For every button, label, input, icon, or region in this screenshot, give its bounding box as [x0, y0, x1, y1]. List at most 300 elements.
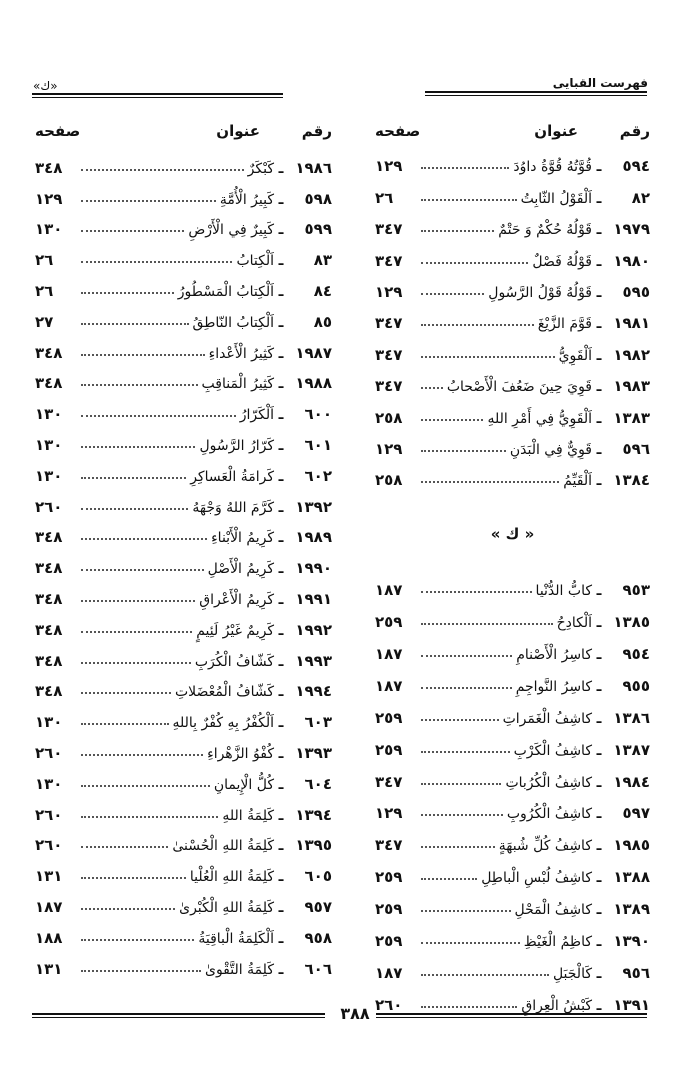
entry-dash: ـ	[596, 159, 602, 176]
entry-number: ١٣٨٦	[613, 708, 650, 727]
entry-dash: ـ	[596, 965, 602, 982]
entry-number: ٩٥٤	[622, 644, 650, 663]
entry-dash: ـ	[278, 530, 284, 547]
dot-leader	[421, 814, 503, 816]
entry-dash: ـ	[596, 806, 602, 823]
entry-page: ٣٤٨	[35, 651, 63, 670]
dot-leader	[421, 687, 512, 689]
index-entry	[375, 918, 650, 950]
entry-number: ٥٩٨	[304, 189, 332, 208]
index-entry	[375, 175, 650, 206]
entry-number: ٥٩٦	[622, 439, 650, 458]
entry-page: ٢٥٩	[375, 900, 403, 919]
entry-dash: ـ	[596, 253, 602, 270]
index-entry	[35, 362, 332, 393]
entry-dash: ـ	[596, 316, 602, 333]
index-entry	[375, 238, 650, 269]
entry-number: ١٩٨٨	[295, 374, 332, 393]
index-entry	[375, 663, 650, 695]
entry-number: ١٣٨٣	[613, 408, 650, 427]
dot-leader	[81, 877, 186, 879]
entry-page: ١٨٧	[375, 581, 403, 600]
footer-rule-left	[32, 1013, 325, 1018]
entry-number: ١٣٩٢	[295, 497, 332, 516]
entry-page: ٣٤٧	[375, 836, 403, 855]
index-entry	[375, 270, 650, 301]
index-entry	[35, 731, 332, 762]
entry-dash: ـ	[596, 284, 602, 301]
entry-number: ١٣٨٥	[613, 613, 650, 632]
dot-leader	[421, 450, 506, 452]
entry-page: ١٣٠	[35, 713, 63, 732]
index-entry	[375, 599, 650, 631]
dot-leader	[81, 970, 201, 972]
entry-number: ٦٠٤	[304, 774, 332, 793]
dot-leader	[81, 261, 232, 263]
entry-title: كاشِفُ الْكُرُوبِ	[506, 806, 592, 823]
entry-page: ١٢٩	[375, 804, 403, 823]
entry-number: ٦٠١	[304, 435, 332, 454]
entry-page: ٣٤٨	[35, 620, 63, 639]
entry-title: كاسِرُ الْأَصْنامِ	[516, 646, 592, 663]
dot-leader	[421, 846, 495, 848]
dot-leader	[81, 846, 168, 848]
entry-page: ٢٦٠	[35, 497, 63, 516]
dot-leader	[421, 293, 484, 295]
entry-title: كَلِمَةُ التَّقْوىٰ	[204, 961, 274, 978]
entry-dash: ـ	[596, 774, 602, 791]
dot-leader	[81, 323, 189, 325]
entry-number: ١٩٨٧	[295, 343, 332, 362]
entry-dash: ـ	[596, 902, 602, 919]
entry-dash: ـ	[596, 870, 602, 887]
entry-title: اَلْقَوِيُّ	[558, 347, 592, 364]
entry-dash: ـ	[596, 222, 602, 239]
dot-leader	[421, 974, 549, 976]
dot-leader	[81, 600, 195, 602]
dot-leader	[421, 783, 501, 785]
entry-dash: ـ	[278, 869, 284, 886]
entry-number: ٨٢	[631, 188, 650, 207]
entry-number: ٦٠٦	[304, 959, 332, 978]
entry-page: ١٣٠	[35, 774, 63, 793]
dot-leader	[81, 538, 207, 540]
entry-dash: ـ	[278, 191, 284, 208]
running-header-title: فهرست القبایی	[552, 76, 648, 90]
entry-title: قَوْلُهُ قَوْلُ الرَّسُولِ	[488, 284, 592, 301]
dot-leader	[421, 481, 559, 483]
index-entry	[35, 824, 332, 855]
index-entry	[35, 146, 332, 177]
dot-leader	[421, 1006, 517, 1008]
entry-page: ٣٤٧	[375, 314, 403, 333]
entry-title: كاشِفُ الْغَمَراتِ	[502, 710, 592, 727]
entry-dash: ـ	[596, 441, 602, 458]
entry-page: ٣٤٨	[35, 682, 63, 701]
dot-leader	[81, 754, 203, 756]
entry-dash: ـ	[278, 745, 284, 762]
entry-dash: ـ	[278, 499, 284, 516]
entry-dash: ـ	[278, 807, 284, 824]
entry-dash: ـ	[278, 776, 284, 793]
entry-title: كَبِيرٌ فِي الْأَرْضِ	[188, 222, 274, 239]
entry-page: ١٢٩	[375, 282, 403, 301]
entry-page: ١٣١	[35, 867, 63, 886]
entry-dash: ـ	[278, 283, 284, 300]
entry-number: ٦٠٥	[304, 867, 332, 886]
index-entry	[375, 427, 650, 458]
dot-leader	[421, 751, 510, 753]
entry-dash: ـ	[278, 838, 284, 855]
index-entry	[35, 392, 332, 423]
entry-page: ٣٤٧	[375, 772, 403, 791]
entry-number: ١٩٨٦	[295, 158, 332, 177]
entry-title: اَلْقَوْلُ الثّابِتُ	[520, 190, 592, 207]
entry-title: اَلْكادِحُ	[556, 615, 592, 632]
entry-page: ١٢٩	[375, 439, 403, 458]
index-entry	[35, 793, 332, 824]
index-entry	[375, 950, 650, 982]
entry-page: ١٨٧	[375, 963, 403, 982]
dot-leader	[421, 356, 555, 358]
entry-title: كَلِمَةُ اللهِ الْحُسْنىٰ	[172, 838, 274, 855]
index-entry	[375, 332, 650, 363]
entry-page: ١٨٧	[35, 897, 63, 916]
entry-number: ١٣٩٤	[295, 805, 332, 824]
entry-title: كاشِفُ لُبْسِ الْباطِلِ	[481, 870, 592, 887]
index-entry	[375, 567, 650, 599]
entry-page: ٣٤٧	[375, 220, 403, 239]
index-entry	[35, 208, 332, 239]
entry-number: ١٩٩٢	[295, 620, 332, 639]
dot-leader	[81, 169, 244, 171]
index-entry	[375, 458, 650, 489]
entry-number: ١٩٩٠	[295, 559, 332, 578]
entry-dash: ـ	[596, 347, 602, 364]
entry-number: ١٩٨٥	[613, 836, 650, 855]
entry-dash: ـ	[596, 646, 602, 663]
entry-dash: ـ	[278, 376, 284, 393]
entry-title: قَوِيٌّ فِي الْبَدَنِ	[509, 441, 592, 458]
dot-leader	[81, 477, 186, 479]
index-entry	[35, 238, 332, 269]
index-entry	[35, 331, 332, 362]
header-page: صفحه	[375, 122, 421, 140]
entry-dash: ـ	[596, 933, 602, 950]
index-entry	[35, 670, 332, 701]
entry-dash: ـ	[278, 715, 284, 732]
entry-number: ١٣٨٩	[613, 900, 650, 919]
entry-page: ٢٦٠	[375, 995, 403, 1014]
index-entry	[35, 577, 332, 608]
entry-page: ٢٥٩	[375, 613, 403, 632]
dot-leader	[81, 292, 174, 294]
index-entry	[375, 631, 650, 663]
entry-title: كَرِيمُ الْأَصْلِ	[207, 561, 274, 578]
entry-title: كاسِرُ النَّواجِمِ	[515, 678, 592, 695]
index-entry	[35, 885, 332, 916]
entry-number: ١٩٨٢	[613, 345, 650, 364]
entry-number: ٩٥٣	[622, 581, 650, 600]
column-headers	[35, 118, 332, 144]
dot-leader	[81, 723, 169, 725]
entry-dash: ـ	[596, 410, 602, 427]
dot-leader	[81, 569, 204, 571]
index-column-left	[35, 118, 332, 978]
index-entry	[35, 762, 332, 793]
entry-number: ٥٩٤	[622, 157, 650, 176]
index-entry	[375, 695, 650, 727]
entry-page: ٢٦٠	[35, 805, 63, 824]
entry-number: ١٩٩٣	[295, 651, 332, 670]
entry-title: قَوْلُهُ فَصْلٌ	[532, 253, 592, 270]
entry-dash: ـ	[596, 997, 602, 1014]
entry-dash: ـ	[278, 407, 284, 424]
entry-page: ٢٦	[375, 188, 394, 207]
dot-leader	[421, 910, 511, 912]
index-entry	[375, 364, 650, 395]
entry-title: كُلُّ الْإِيمانِ	[213, 776, 274, 793]
entry-title: كَثِيرُ الْأَعْداءِ	[208, 345, 274, 362]
dot-leader	[81, 908, 175, 910]
entry-page: ٣٤٨	[35, 158, 63, 177]
entry-number: ٥٩٧	[622, 804, 650, 823]
dot-leader	[421, 719, 499, 721]
entry-number: ٨٤	[313, 281, 332, 300]
entry-title: اَلْكَرّارُ	[239, 407, 274, 424]
entry-dash: ـ	[278, 961, 284, 978]
entry-dash: ـ	[596, 678, 602, 695]
index-entry	[35, 947, 332, 978]
entry-dash: ـ	[278, 468, 284, 485]
entry-dash: ـ	[278, 437, 284, 454]
entry-page: ٢٥٩	[375, 868, 403, 887]
entry-page: ١٣٠	[35, 435, 63, 454]
header-title: عنوان	[216, 122, 260, 140]
entry-page: ٣٤٨	[35, 589, 63, 608]
index-entry	[35, 854, 332, 885]
index-entry	[375, 144, 650, 175]
index-entry	[35, 546, 332, 577]
entry-page: ١٢٩	[375, 157, 403, 176]
index-entry	[35, 700, 332, 731]
entry-page: ٢٥٨	[375, 471, 403, 490]
entry-title: كاشِفُ الْكُرُباتِ	[505, 774, 592, 791]
entry-number: ١٩٨٠	[613, 251, 650, 270]
entry-dash: ـ	[278, 561, 284, 578]
entry-dash: ـ	[596, 742, 602, 759]
entry-page: ٢٦	[35, 281, 54, 300]
entry-dash: ـ	[278, 253, 284, 270]
entry-page: ٢٦٠	[35, 743, 63, 762]
entry-title: كُفْوُ الزَّهْراءِ	[207, 745, 274, 762]
index-entry	[35, 485, 332, 516]
entry-dash: ـ	[596, 615, 602, 632]
entry-dash: ـ	[596, 583, 602, 600]
entry-page: ٢٦٠	[35, 836, 63, 855]
entry-title: كَرِيمٌ غَيْرُ لَئِيمٍ	[196, 622, 274, 639]
dot-leader	[81, 230, 184, 232]
dot-leader	[421, 419, 483, 421]
index-entry	[375, 301, 650, 332]
entry-title: قُوَّتُهُ قُوَّةُ داوُدَ	[513, 159, 592, 176]
entry-title: اَلْقَوِيُّ فِي أَمْرِ اللهِ	[487, 410, 592, 427]
entry-page: ٣٤٨	[35, 559, 63, 578]
entry-title: كاشِفُ كُلِّ شُبهَةٍ	[498, 838, 592, 855]
entry-title: كَبِيرُ الْأُمَّةِ	[219, 191, 274, 208]
index-entry	[375, 727, 650, 759]
entry-title: كَشّافُ الْكُرَبِ	[194, 653, 274, 670]
entry-number: ٥٩٩	[304, 220, 332, 239]
entry-page: ٢٦	[35, 251, 54, 270]
entry-number: ٩٥٦	[622, 963, 650, 982]
dot-leader	[421, 878, 477, 880]
dot-leader	[421, 623, 553, 625]
index-entry	[375, 791, 650, 823]
entry-page: ١٣٠	[35, 405, 63, 424]
entry-dash: ـ	[596, 190, 602, 207]
index-entry	[375, 886, 650, 918]
entry-title: كاشِفُ الْكَرْبِ	[513, 742, 592, 759]
entry-page: ١٣٠	[35, 220, 63, 239]
entry-dash: ـ	[278, 684, 284, 701]
section-heading-kaf: « ك »	[490, 525, 535, 544]
entry-title: كابُّ الدُّنْيا	[535, 583, 592, 600]
entry-number: ١٣٨٧	[613, 740, 650, 759]
entry-title: كَلِمَةُ اللهِ	[222, 807, 274, 824]
entry-dash: ـ	[596, 838, 602, 855]
header-page: صفحه	[35, 122, 81, 140]
entry-title: اَلْكِتابُ النّاطِقُ	[192, 314, 274, 331]
index-entry	[375, 207, 650, 238]
entry-number: ٦٠٣	[304, 713, 332, 732]
entry-title: كاشِفُ الْمَحْلِ	[514, 902, 592, 919]
entry-number: ١٩٧٩	[613, 220, 650, 239]
index-entry	[35, 269, 332, 300]
entry-title: اَلْكِتابُ	[236, 253, 274, 270]
entry-page: ١٨٧	[375, 676, 403, 695]
entry-page: ٣٤٧	[375, 345, 403, 364]
entry-number: ٦٠٢	[304, 466, 332, 485]
entry-page: ٢٥٨	[375, 408, 403, 427]
entry-number: ١٩٨٣	[613, 377, 650, 396]
entry-page: ٢٥٩	[375, 708, 403, 727]
entry-page: ١٨٨	[35, 928, 63, 947]
entry-number: ١٣٩٣	[295, 743, 332, 762]
index-entry	[375, 982, 650, 1014]
index-entry	[35, 177, 332, 208]
footer-rule-right	[376, 1013, 647, 1018]
entry-number: ١٣٩٠	[613, 931, 650, 950]
dot-leader	[81, 508, 188, 510]
entry-dash: ـ	[278, 591, 284, 608]
entry-dash: ـ	[596, 710, 602, 727]
entry-title: كَرِيمُ الْأَبْناءِ	[211, 530, 274, 547]
entry-title: كَرامَةُ الْعَساكِرِ	[190, 468, 274, 485]
entry-title: قَوِيَ حِينَ ضَعُفَ الْأَصْحابُ	[446, 379, 592, 396]
dot-leader	[421, 942, 520, 944]
dot-leader	[421, 387, 443, 389]
entry-number: ١٩٨٤	[613, 772, 650, 791]
entry-number: ٨٣	[313, 251, 332, 270]
index-entry	[35, 639, 332, 670]
entry-page: ١٢٩	[35, 189, 63, 208]
index-entry	[35, 916, 332, 947]
entry-title: كَلِمَةُ اللهِ الْعُلْيا	[189, 869, 274, 886]
index-entry	[35, 423, 332, 454]
entry-dash: ـ	[278, 653, 284, 670]
dot-leader	[421, 167, 509, 169]
entry-title: اَلْكُفْرُ بِهِ كُفْرٌ بِاللهِ	[172, 715, 274, 732]
dot-leader	[421, 230, 494, 232]
entry-page: ٣٤٨	[35, 374, 63, 393]
entry-title: كاظِمُ الْغَيْظِ	[523, 933, 592, 950]
entry-title: كَثِيرُ الْمَناقِبِ	[201, 376, 274, 393]
column-headers	[375, 118, 650, 144]
entry-dash: ـ	[278, 345, 284, 362]
entry-dash: ـ	[278, 622, 284, 639]
entry-number: ٥٩٥	[622, 282, 650, 301]
dot-leader	[421, 324, 534, 326]
entry-number: ١٣٩١	[613, 995, 650, 1014]
header-number: رقم	[301, 122, 332, 140]
entry-number: ٩٥٥	[622, 676, 650, 695]
dot-leader	[421, 199, 517, 201]
header-rule-left	[32, 93, 283, 98]
entry-title: كَرّارُ الرَّسُولِ	[199, 437, 274, 454]
entry-page: ٣٤٧	[375, 251, 403, 270]
entry-title: كَشّافُ الْمُعْضَلاتِ	[174, 684, 274, 701]
entry-dash: ـ	[278, 160, 284, 177]
entry-dash: ـ	[596, 379, 602, 396]
dot-leader	[421, 262, 528, 264]
index-entry	[35, 300, 332, 331]
running-header-letter: «ك»	[33, 79, 58, 93]
entry-page: ٣٤٨	[35, 343, 63, 362]
index-entry	[375, 395, 650, 426]
entry-page: ١٣١	[35, 959, 63, 978]
entry-title: اَلْكَلِمَةُ الْباقِيَةُ	[198, 930, 274, 947]
index-entry	[35, 608, 332, 639]
entry-number: ٩٥٧	[304, 897, 332, 916]
entry-number: ١٣٨٤	[613, 471, 650, 490]
entry-title: اَلْكِتابُ الْمَسْطُورُ	[177, 283, 274, 300]
entry-title: كَبْكَرٌ	[247, 160, 274, 177]
header-number: رقم	[619, 122, 650, 140]
entry-title: كَرِيمُ الْأَعْراقِ	[199, 591, 274, 608]
entry-page: ٢٥٩	[375, 740, 403, 759]
entry-title: اَلْقَيِّمُ	[563, 473, 592, 490]
index-entry	[375, 822, 650, 854]
index-entry	[35, 454, 332, 485]
dot-leader	[81, 785, 210, 787]
dot-leader	[81, 662, 191, 664]
dot-leader	[81, 384, 198, 386]
dot-leader	[421, 655, 512, 657]
entry-title: كَلِمَةُ اللهِ الْكُبْرىٰ	[179, 899, 274, 916]
index-entry	[35, 516, 332, 547]
entry-number: ١٩٨٩	[295, 528, 332, 547]
dot-leader	[81, 692, 171, 694]
dot-leader	[81, 446, 195, 448]
entry-page: ١٨٧	[375, 644, 403, 663]
dot-leader	[81, 354, 205, 356]
dot-leader	[81, 631, 192, 633]
index-entry	[375, 854, 650, 886]
dot-leader	[81, 200, 216, 202]
entry-title: قَوَّمَ الزَّيْغَ	[537, 316, 592, 333]
entry-dash: ـ	[596, 473, 602, 490]
